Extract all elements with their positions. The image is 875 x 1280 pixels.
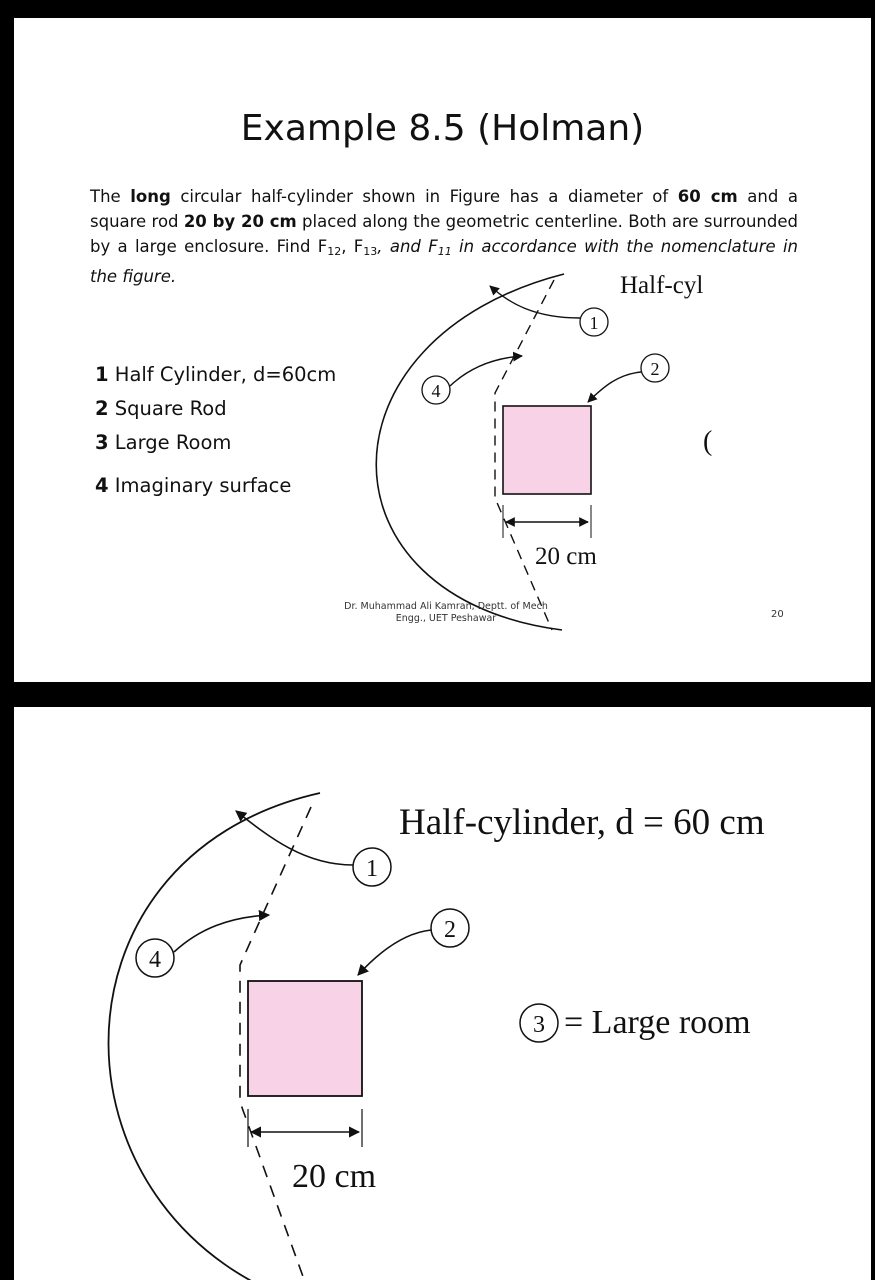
label-4: 4 [149, 947, 161, 973]
label-1: 1 [589, 313, 599, 333]
figure-header: Half-cyl [620, 272, 704, 299]
label-4: 4 [431, 381, 441, 401]
dimension-label: 20 cm [535, 543, 597, 570]
square-rod [503, 406, 591, 494]
leader-1 [236, 811, 353, 865]
slide-2 [14, 707, 871, 1280]
label-2: 2 [444, 917, 456, 943]
label-3-text: = Large room [564, 1004, 751, 1041]
label-2: 2 [650, 359, 660, 379]
footer-credit: Dr. Muhammad Ali Kamran, Deptt. of Mech Engg., UET Peshawar [344, 601, 548, 624]
leader-1 [490, 286, 580, 318]
slide-1 [14, 18, 871, 682]
page-number: 20 [771, 609, 784, 620]
problem-statement: The long circular half-cylinder shown in Figure has a diameter of 60 cm and a square rod 20 by 20 cm placed along the geometric centerline. Both are surrounded by a large enclosure. Find $F_{12}$, $F_{13}$, and $F_{11}$ in accordance with the nomenclature in the figure. [90, 187, 798, 286]
figure-2 [14, 707, 871, 1280]
legend-item-square-rod: 2 Square Rod [95, 397, 227, 420]
paren-glyph: ( [703, 426, 713, 457]
legend-item-half-cylinder: 1 Half Cylinder, d=60cm [95, 363, 337, 386]
leader-2 [588, 372, 641, 402]
label-3: 3 [533, 1012, 545, 1038]
square-rod [248, 981, 362, 1096]
figure-1 [14, 18, 871, 682]
legend-item-imaginary-surface: 4 Imaginary surface [95, 474, 292, 497]
slide-title: Example 8.5 (Holman) [240, 108, 645, 149]
leader-2 [358, 930, 431, 975]
leader-4 [174, 915, 269, 952]
dimension-label: 20 cm [292, 1158, 377, 1195]
label-1: 1 [366, 856, 378, 882]
figure-header: Half-cylinder, d = 60 cm [399, 802, 765, 843]
legend-item-large-room: 3 Large Room [95, 431, 232, 454]
